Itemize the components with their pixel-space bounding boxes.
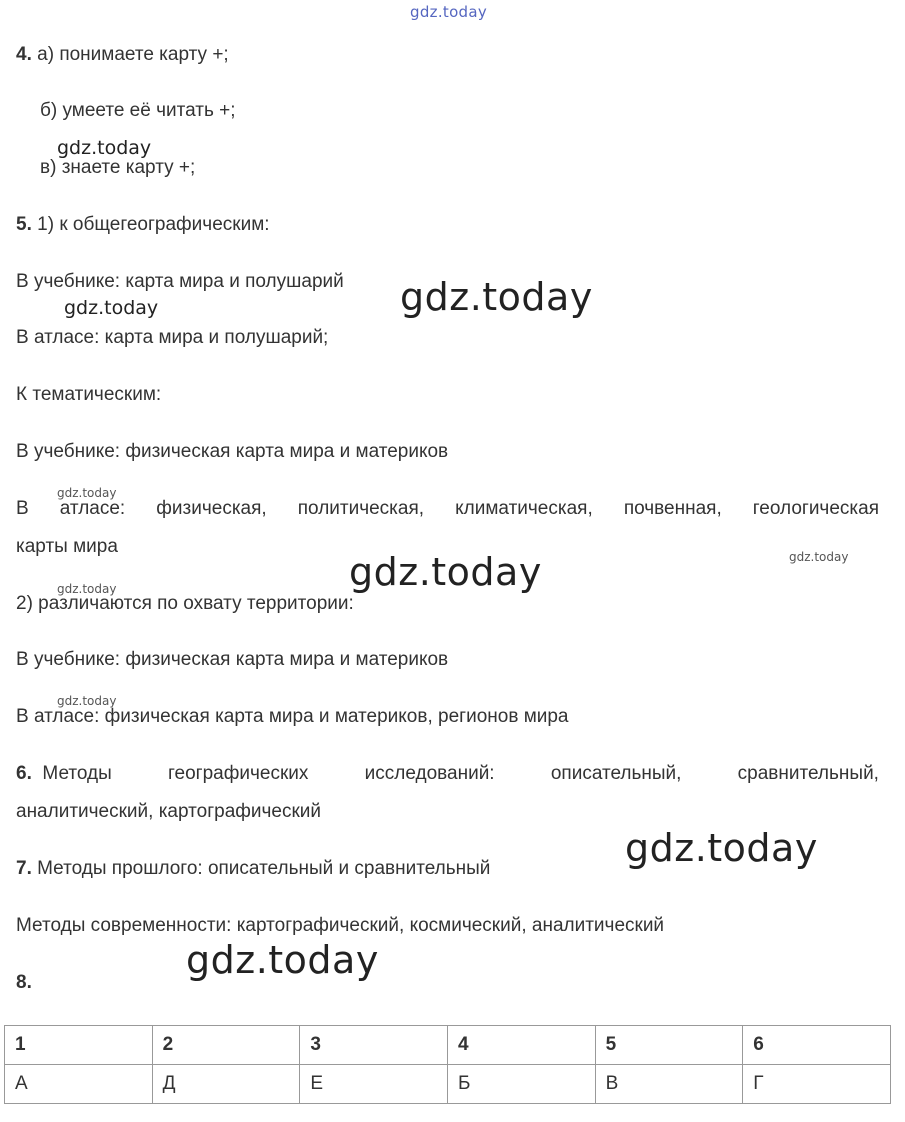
q5-atlas-thematic-cont: карты мира (16, 536, 118, 557)
table-header-cell: 6 (743, 1026, 891, 1065)
table-cell: Е (300, 1065, 448, 1104)
answer-table (4, 1025, 891, 1104)
watermark-large: gdz.today (349, 550, 542, 594)
word: геологическая (752, 498, 879, 519)
q4-option-a: а) понимаете карту +; (37, 44, 229, 65)
watermark-small: gdz.today (64, 297, 159, 319)
q5-atlas-coverage: В атласе: физическая карта мира и материков, регионов мира (16, 706, 569, 727)
table-header-cell: 4 (447, 1026, 595, 1065)
table-cell: А (5, 1065, 153, 1104)
q5-textbook-thematic: В учебнике: физическая карта мира и материков (16, 441, 449, 462)
table-header-row (5, 1026, 891, 1065)
table-cell: Д (152, 1065, 300, 1104)
table-cell: Б (447, 1065, 595, 1104)
word: атласе: (59, 498, 126, 519)
watermark-large: gdz.today (625, 826, 818, 870)
q5-textbook-general: В учебнике: карта мира и полушарий (16, 271, 344, 292)
table-cell: Г (743, 1065, 891, 1104)
word: описательный, (550, 763, 682, 784)
table-row (5, 1065, 891, 1104)
q4-item-a (16, 44, 229, 66)
q7-number: 7. (16, 858, 32, 879)
q6-number: 6. (16, 763, 32, 784)
q6-line (16, 763, 879, 785)
q4-option-b: б) умеете её читать +; (40, 100, 236, 121)
q7-past-line (16, 858, 490, 880)
word: политическая, (297, 498, 425, 519)
watermark-tiny: gdz.today (57, 582, 117, 596)
q6-cont: аналитический, картографический (16, 801, 322, 822)
q7-modern: Методы современности: картографический, космический, аналитический (16, 915, 665, 936)
word: Методы (42, 763, 112, 784)
word: В (16, 498, 29, 519)
table-header-cell: 5 (595, 1026, 743, 1065)
q8-number: 8. (16, 972, 32, 993)
watermark-top: gdz.today (410, 3, 488, 21)
watermark-large: gdz.today (186, 938, 379, 982)
q5-thematic-heading: К тематическим: (16, 384, 162, 405)
q5-number: 5. (16, 214, 32, 235)
q5-part2: 2) различаются по охвату территории: (16, 593, 354, 614)
word (16, 763, 112, 785)
table-cell: В (595, 1065, 743, 1104)
q5-intro: 1) к общегеографическим: (37, 214, 270, 235)
word: географических (168, 763, 309, 784)
q5-textbook-coverage: В учебнике: физическая карта мира и материков (16, 649, 449, 670)
table-header-cell: 2 (152, 1026, 300, 1065)
word: климатическая, (455, 498, 593, 519)
watermark-tiny: gdz.today (789, 550, 849, 564)
word: физическая, (156, 498, 267, 519)
word: исследований: (364, 763, 495, 784)
table-header-cell: 3 (300, 1026, 448, 1065)
q7-past: Методы прошлого: описательный и сравнительный (37, 858, 491, 879)
q8-number-line (16, 972, 32, 994)
q4-number: 4. (16, 44, 32, 65)
watermark-large: gdz.today (400, 275, 593, 319)
q5-atlas-general: В атласе: карта мира и полушарий; (16, 327, 329, 348)
watermark-tiny: gdz.today (57, 486, 117, 500)
watermark-tiny: gdz.today (57, 694, 117, 708)
q5-atlas-thematic (16, 498, 879, 520)
q4-option-c: в) знаете карту +; (40, 157, 196, 178)
table-header-cell: 1 (5, 1026, 153, 1065)
q5-intro-line (16, 214, 270, 236)
watermark-small: gdz.today (57, 137, 152, 159)
word: почвенная, (623, 498, 722, 519)
word: сравнительный, (737, 763, 879, 784)
